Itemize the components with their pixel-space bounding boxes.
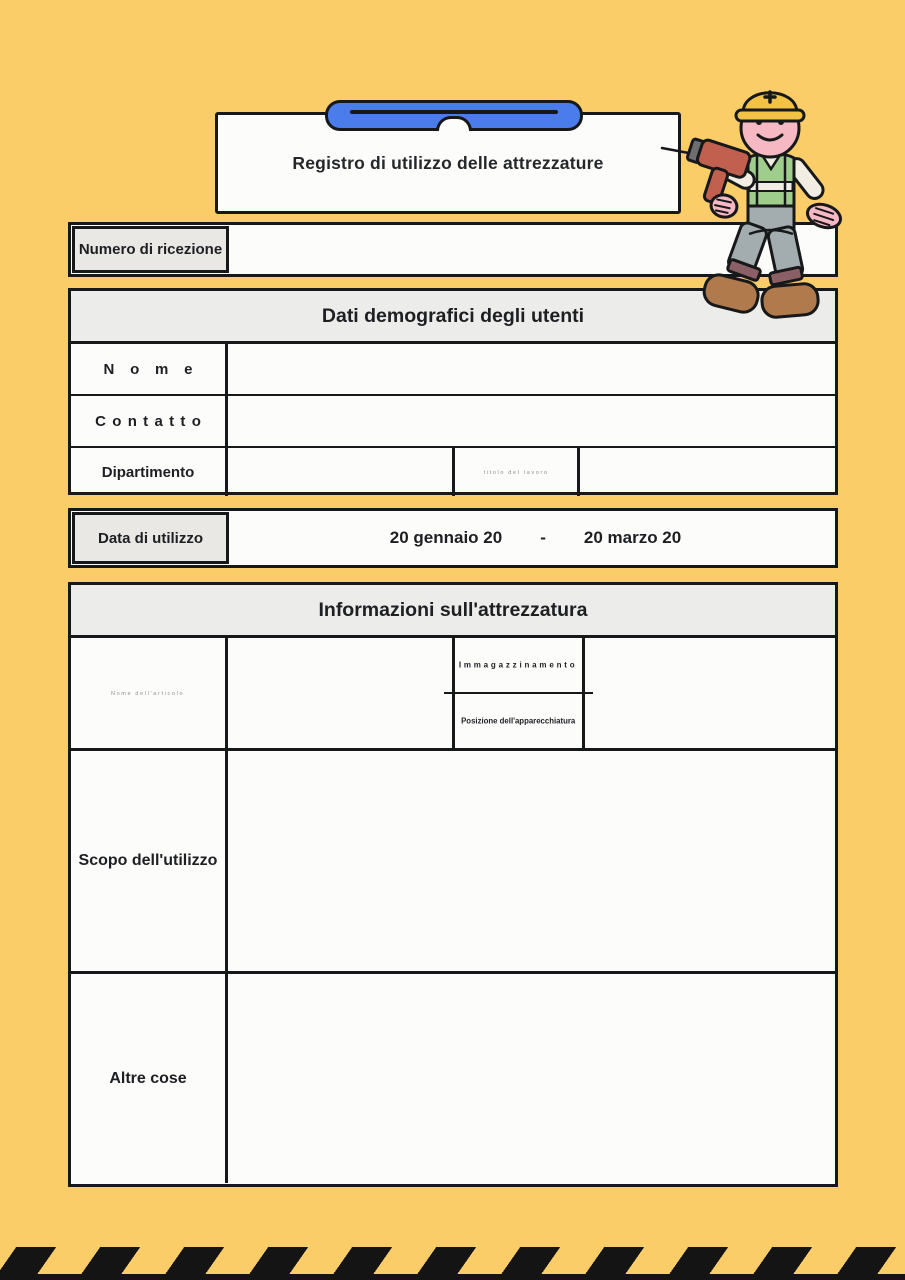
table-row — [71, 344, 835, 396]
purpose-label: Scopo dell'utilizzo — [71, 751, 228, 971]
reception-number-label: Numero di ricezione — [72, 226, 229, 273]
item-name-input[interactable] — [228, 638, 455, 748]
name-label: Nome — [71, 344, 228, 394]
table-row — [71, 396, 835, 448]
clip-line-icon — [350, 110, 558, 114]
job-title-label-cell — [455, 448, 580, 496]
table-row — [71, 974, 835, 1183]
storage-label: Immagazzinamento — [459, 660, 578, 670]
equipment-info-header: Informazioni sull'attrezzatura — [71, 585, 835, 638]
name-input[interactable] — [228, 344, 835, 394]
storage-location-inputs — [585, 638, 835, 748]
usage-date-table — [68, 508, 838, 568]
worker-legs — [727, 206, 804, 285]
demographics-header: Dati demografici degli utenti — [71, 291, 835, 344]
clip-decoration — [325, 100, 583, 131]
construction-worker-illustration — [648, 68, 852, 324]
clip-notch-icon — [436, 116, 472, 131]
department-input[interactable] — [228, 448, 455, 496]
worker-hand — [804, 200, 843, 231]
usage-date-label: Data di utilizzo — [72, 512, 229, 564]
other-label: Altre cose — [71, 974, 228, 1183]
drill-icon — [662, 136, 751, 220]
date-range-separator: - — [540, 528, 546, 547]
contact-input[interactable] — [228, 396, 835, 446]
usage-date-start[interactable]: 20 gennaio 20 — [389, 528, 503, 547]
equipment-info-table — [68, 582, 838, 1187]
contact-label: Contatto — [71, 396, 228, 446]
job-title-label: titolo del lavoro — [483, 468, 549, 476]
location-label-cell — [445, 694, 591, 748]
table-row — [71, 751, 835, 974]
purpose-input[interactable] — [228, 751, 835, 971]
table-row — [71, 448, 835, 496]
storage-location-labels — [455, 638, 585, 748]
other-input[interactable] — [228, 974, 835, 1183]
item-name-label: Nome dell'articolo — [111, 689, 185, 697]
storage-label-cell — [444, 638, 592, 694]
location-label: Posizione dell'apparecchiatura — [461, 716, 576, 726]
usage-date-range[interactable] — [236, 511, 835, 565]
job-title-input[interactable] — [580, 448, 835, 496]
hazard-base-line — [0, 1274, 905, 1280]
usage-date-end[interactable]: 20 marzo 20 — [583, 528, 682, 547]
hazard-stripe-border — [0, 1247, 905, 1280]
department-label: Dipartimento — [71, 448, 228, 496]
table-row — [71, 638, 835, 751]
page-title: Registro di utilizzo delle attrezzature — [292, 152, 604, 173]
item-name-label-cell — [71, 638, 228, 748]
